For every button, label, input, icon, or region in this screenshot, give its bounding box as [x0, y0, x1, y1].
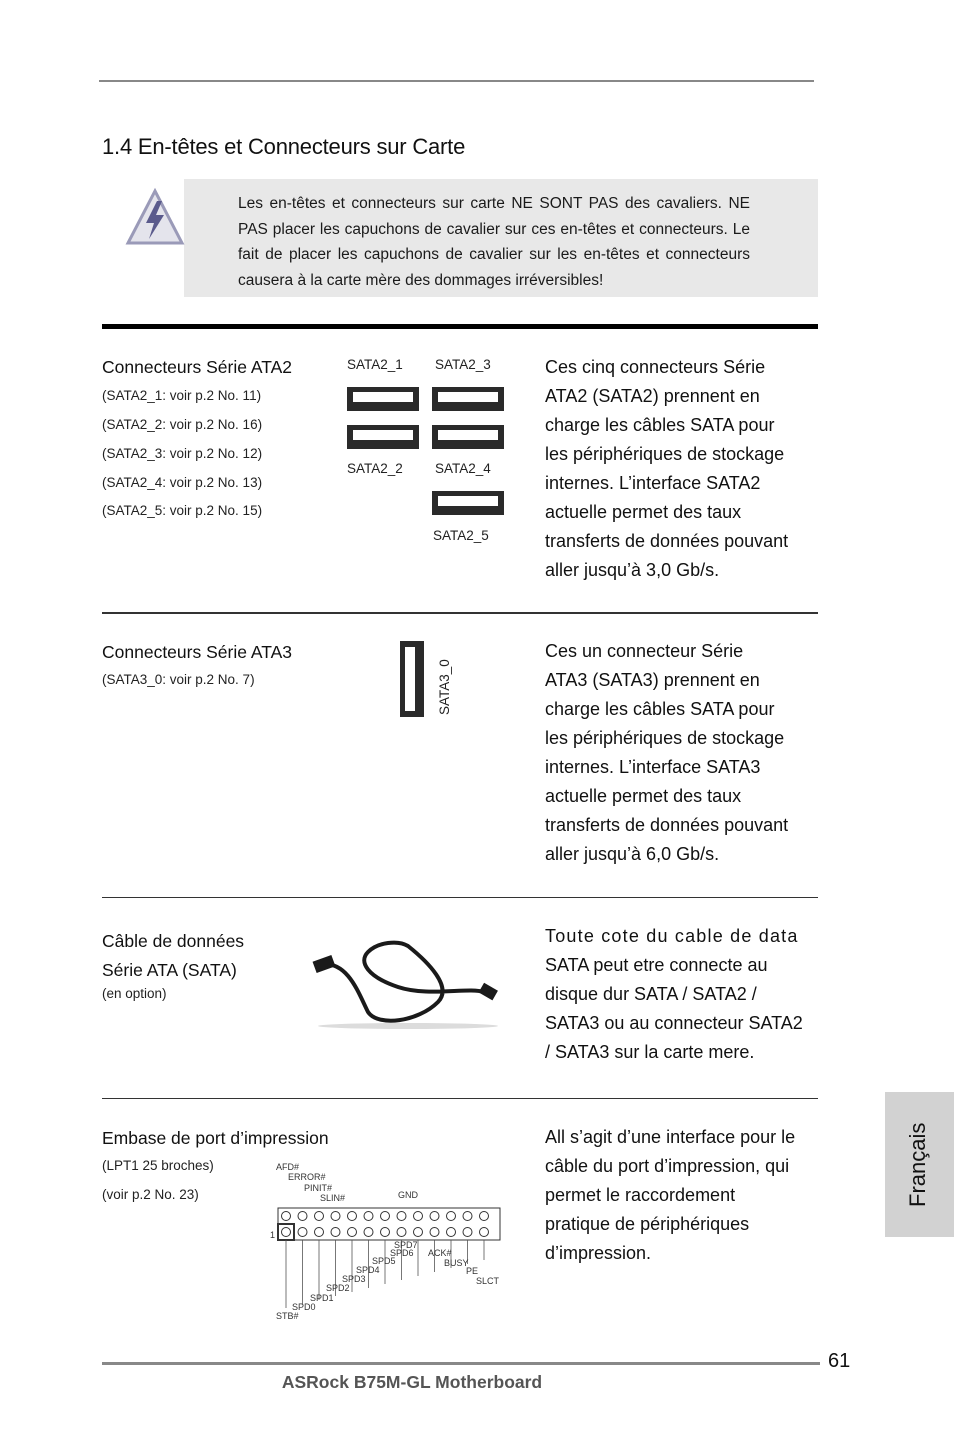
pin-label: SPD1	[310, 1293, 334, 1303]
sata-port-graphic	[432, 387, 504, 411]
lpt-pin	[348, 1228, 357, 1237]
port-label-sata3-0: SATA3_0	[437, 659, 452, 715]
lpt-pin	[397, 1228, 406, 1237]
divider	[102, 1098, 818, 1099]
sata-port-graphic	[347, 425, 419, 449]
pin-label: PE	[466, 1266, 479, 1276]
pin-label: SPD0	[292, 1302, 316, 1312]
sata2-description: Ces cinq connecteurs Série ATA2 (SATA2) prennent en charge les câbles SATA pour les périphériques de stockage internes. L’interface SATA2 actuelle permet des taux transferts de données pouvant aller jusqu’à 3,0 Gb/s.	[545, 357, 789, 580]
lpt-pin	[331, 1212, 340, 1221]
sata-cable-image	[308, 932, 508, 1032]
lpt-pin	[298, 1212, 307, 1221]
warning-text: Les en-têtes et connecteurs sur carte NE SONT PAS des cavaliers. NE PAS placer les capuchons de cavalier sur ces en-têtes et connecteurs. Le fait de placer les capuchons de cavalier sur les en-têtes et connecteurs causera à la carte mère des dommages irréversibles!	[238, 195, 750, 289]
sata-port-graphic	[432, 425, 504, 449]
pin-label: SPD3	[342, 1274, 366, 1284]
sata3-ref: (SATA3_0: voir p.2 No. 7)	[102, 672, 255, 687]
sata-port-graphic	[432, 491, 504, 515]
section-divider	[102, 324, 818, 329]
port-label-sata2-2: SATA2_2	[347, 461, 403, 476]
port-label-sata2-1: SATA2_1	[347, 357, 403, 372]
sata3-description: Ces un connecteur Série ATA3 (SATA3) prennent en charge les câbles SATA pour les périphériques de stockage internes. L’interface SATA3 actuelle permet des taux transferts de données pouvant aller jusqu’à 6,0 Gb/s.	[545, 641, 789, 864]
pin-label: STB#	[276, 1311, 299, 1321]
lpt-pin	[414, 1228, 423, 1237]
pin-label: SLIN#	[320, 1193, 346, 1203]
pin-label: SPD7	[394, 1240, 418, 1250]
lpt-pin	[282, 1228, 291, 1237]
pin-label: BUSY	[444, 1258, 469, 1268]
warning-icon	[124, 187, 186, 247]
lpt-pin	[331, 1228, 340, 1237]
cable-note: (en option)	[102, 986, 167, 1001]
sata2-title: Connecteurs Série ATA2	[102, 357, 293, 377]
lpt-ref: (LPT1 25 broches)	[102, 1158, 214, 1173]
page-number: 61	[828, 1350, 851, 1372]
language-side-tab	[885, 1092, 954, 1237]
lpt-ref: (voir p.2 No. 23)	[102, 1187, 199, 1202]
footer-rule	[102, 1362, 820, 1365]
lpt-pin	[364, 1212, 373, 1221]
pin-label: SLCT	[476, 1276, 500, 1286]
lpt-pin	[315, 1228, 324, 1237]
pin-label: SPD5	[372, 1256, 396, 1266]
pin-label: ACK#	[428, 1248, 452, 1258]
lpt-pin	[463, 1212, 472, 1221]
sata3-title: Connecteurs Série ATA3	[102, 642, 293, 662]
lpt-pin	[397, 1212, 406, 1221]
language-tab-label: Français	[905, 1122, 930, 1207]
cable-description: Toute cote du cable de data SATA peut etre connecte au disque dur SATA / SATA2 / SATA3 ou au connecteur SATA2 / SATA3 sur la carte mere.	[545, 926, 803, 1062]
port-label-sata2-5: SATA2_5	[433, 528, 489, 543]
lpt-pin	[447, 1228, 456, 1237]
sata2-ref: (SATA2_1: voir p.2 No. 11)	[102, 388, 262, 403]
lpt-pin	[315, 1212, 324, 1221]
port-label-sata2-4: SATA2_4	[435, 461, 491, 476]
sata2-ref: (SATA2_5: voir p.2 No. 15)	[102, 503, 263, 518]
pin-label: GND	[398, 1190, 418, 1200]
lpt-pin	[414, 1212, 423, 1221]
pin-label: PINIT#	[304, 1183, 333, 1193]
lpt-pin	[480, 1228, 489, 1237]
lpt-pin	[480, 1212, 489, 1221]
lpt-pin	[447, 1212, 456, 1221]
footer-text: ASRock B75M-GL Motherboard	[281, 1372, 543, 1392]
pin-label: AFD#	[276, 1162, 300, 1172]
lpt-pin	[430, 1212, 439, 1221]
lpt-pin	[364, 1228, 373, 1237]
lpt-pin	[463, 1228, 472, 1237]
lpt-pin	[381, 1212, 390, 1221]
pin-label: SPD2	[326, 1283, 350, 1293]
port-label-sata2-3: SATA2_3	[435, 357, 491, 372]
pin-1-label: 1	[270, 1230, 276, 1240]
divider	[102, 612, 818, 614]
pin-label: SPD6	[390, 1248, 414, 1258]
pin-label: SPD4	[356, 1265, 380, 1275]
sata2-ref: (SATA2_3: voir p.2 No. 12)	[102, 446, 263, 461]
sata3-port-graphic	[400, 641, 424, 717]
sata2-ref: (SATA2_4: voir p.2 No. 13)	[102, 475, 263, 490]
sata2-ref: (SATA2_2: voir p.2 No. 16)	[102, 417, 263, 432]
lpt-pin	[282, 1212, 291, 1221]
lpt-description: All s’agit d’une interface pour le câble du port d’impression, qui permet le raccordement pratique de périphériques d’impression.	[545, 1127, 796, 1263]
header-rule	[99, 80, 814, 82]
lpt-pin	[298, 1228, 307, 1237]
lpt-pin	[430, 1228, 439, 1237]
section-title: 1.4 En-têtes et Connecteurs sur Carte	[102, 134, 466, 159]
lpt-pin	[381, 1228, 390, 1237]
sata-port-graphic	[347, 387, 419, 411]
cable-title: Câble de données Série ATA (SATA)	[102, 931, 245, 980]
divider	[102, 897, 818, 898]
pin-label: ERROR#	[288, 1172, 326, 1182]
lpt-title: Embase de port d’impression	[102, 1128, 329, 1148]
lpt-pin	[348, 1212, 357, 1221]
lpt-header-diagram	[268, 1158, 508, 1326]
